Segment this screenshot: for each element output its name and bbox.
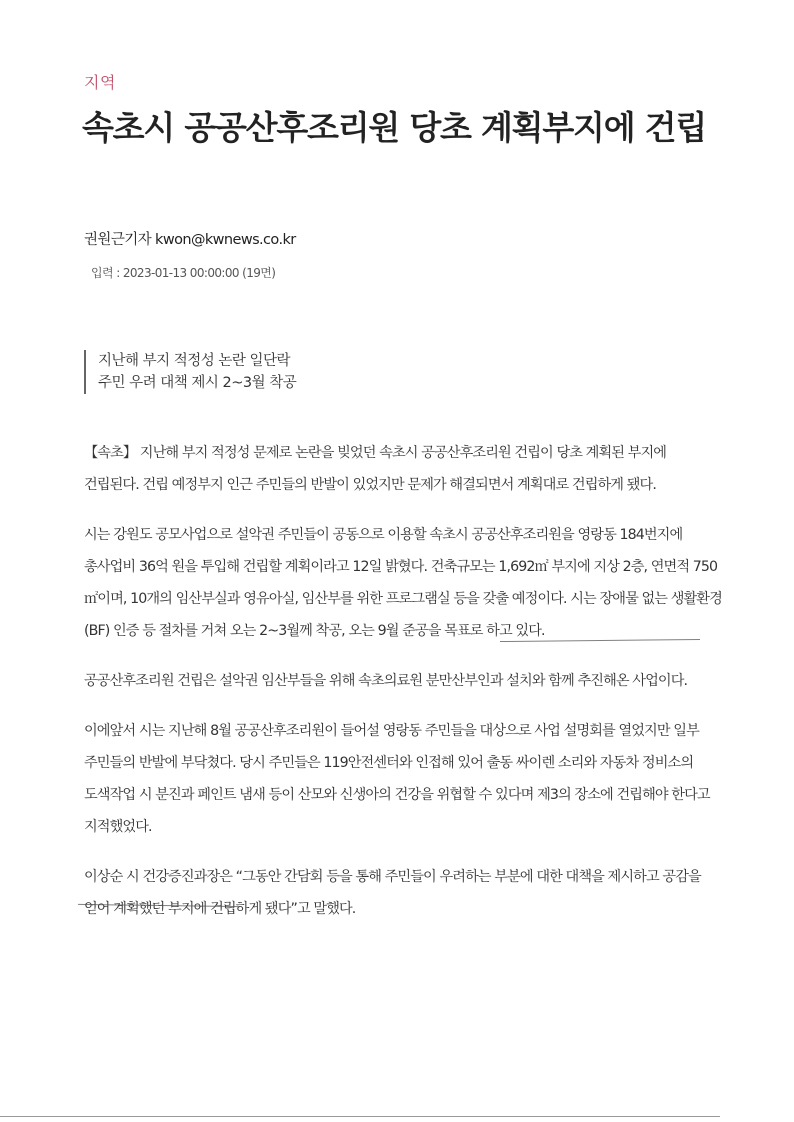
article-body <box>84 437 724 943</box>
page-bottom-rule <box>0 1116 720 1117</box>
article-byline: 권원근기자 kwon@kwnews.co.kr <box>84 232 296 248</box>
subhead-line: 지난해 부지 적정성 논란 일단락 <box>98 353 291 369</box>
article-subheads <box>84 350 296 394</box>
article-dateline: 입력 : 2023-01-13 00:00:00 (19면) <box>91 266 276 280</box>
subhead-line: 주민 우려 대책 제시 2~3월 착공 <box>98 375 297 391</box>
body-paragraph: 【속초】 지난해 부지 적정성 문제로 논란을 빚었던 속초시 공공산후조리원 건립이 당초 계획된 부지에 건립된다. 건립 예정부지 인근 주민들의 반발이 있었지만 문제가 해결되면서 계획대로 건립하게 됐다. <box>84 445 667 493</box>
body-paragraph: 공공산후조리원 건립은 설악권 임산부들을 위해 속초의료원 분만산부인과 설치와 함께 추진해온 사업이다. <box>84 673 688 689</box>
body-paragraph: 이에앞서 시는 지난해 8월 공공산후조리원이 들어설 영랑동 주민들을 대상으로 사업 설명회를 열었지만 일부 주민들의 반발에 부닥쳤다. 당시 주민들은 119안전센터와 인접해 있어 출동 싸이렌 소리와 자동차 정비소의 도색작업 시 분진과 페인트 냄새 등이 산모와 신생아의 건강을 위협할 수 있다며 제3의 장소에 건립해야 한다고 지적했었다. <box>84 723 710 835</box>
article-title: 속초시 공공산후조리원 당초 계획부지에 건립 <box>82 108 707 147</box>
article-category[interactable]: 지역 <box>84 73 116 92</box>
body-paragraph: 이상순 시 건강증진과장은 “그동안 간담회 등을 통해 주민들이 우려하는 부분에 대한 대책을 제시하고 공감을 얻어 계획했던 부지에 건립하게 됐다”고 말했다. <box>84 869 701 917</box>
body-paragraph: 시는 강원도 공모사업으로 설악권 주민들이 공동으로 이용할 속초시 공공산후조리원을 영랑동 184번지에 총사업비 36억 원을 투입해 건립할 계획이라고 12일 밝혔다. 건축규모는 1,692㎡ 부지에 지상 2층, 연면적 750㎡이며, 10개의 임산부실과 영유아실, 임산부를 위한 프로그램실 등을 갖출 예정이다. 시는 장애물 없는 생활환경(BF) 인증 등 절차를 거쳐 오는 2~3월께 착공, 오는 9월 준공을 목표로 하고 있다. <box>84 527 722 639</box>
